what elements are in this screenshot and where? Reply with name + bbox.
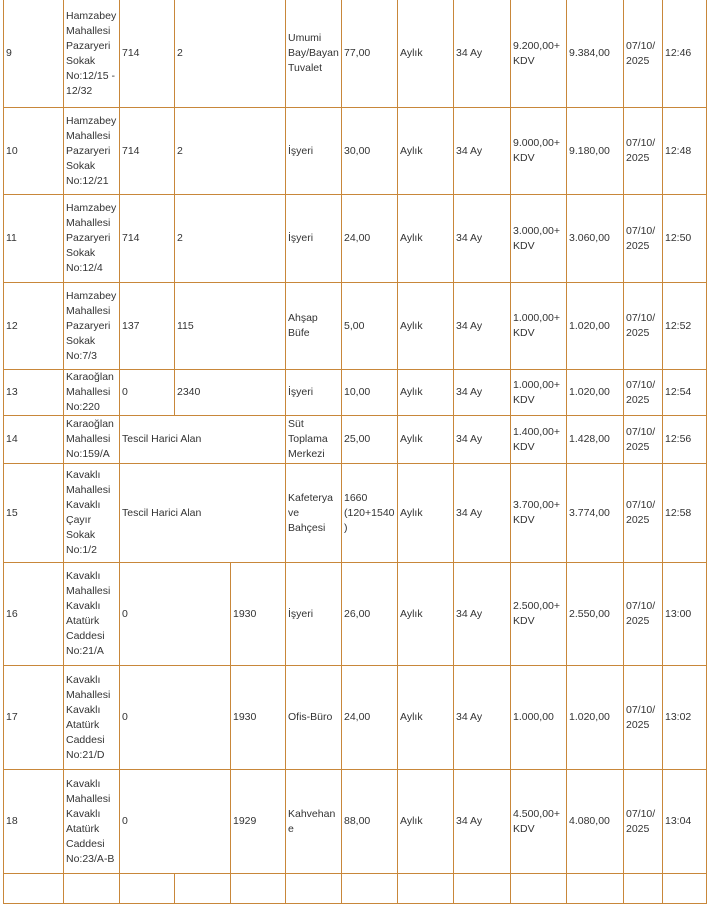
cell-no: 13 [4,370,64,416]
cell-area: 1660 (120+1540) [342,464,398,563]
cell-no: 15 [4,464,64,563]
cell-price: 2.500,00+ KDV [511,563,567,666]
cell-duration: 34 Ay [454,770,511,874]
cell-date: 07/10/2025 [624,108,663,195]
cell-time: 12:54 [663,370,707,416]
cell-guarantee: 3.060,00 [567,195,624,283]
cell-time: 12:48 [663,108,707,195]
cell-time: 12:50 [663,195,707,283]
cell-use: Kahvehane [286,770,342,874]
cell-period: Aylık [398,770,454,874]
cell-guarantee: 1.428,00 [567,416,624,464]
cell-price: 1.000,00+ KDV [511,283,567,370]
cell-duration: 34 Ay [454,108,511,195]
cell-use: Ahşap Büfe [286,283,342,370]
cell-date: 07/10/2025 [624,283,663,370]
cell-duration: 34 Ay [454,195,511,283]
cell-period: Aylık [398,283,454,370]
cell-time: 12:46 [663,0,707,108]
cell-address: Kavaklı Mahallesi Kavaklı Çayır Sokak No:1/2 [64,464,120,563]
cell-duration: 34 Ay [454,416,511,464]
table-row [4,0,707,108]
cell-parsel: 1930 [231,666,286,770]
cell-duration: 34 Ay [454,563,511,666]
cell-area: 26,00 [342,563,398,666]
cell-period: Aylık [398,464,454,563]
cell-guarantee: 1.020,00 [567,283,624,370]
cell-address: Kavaklı Mahallesi Kavaklı Atatürk Caddesi No:23/A-B [64,770,120,874]
cell-time: 12:58 [663,464,707,563]
cell-ada: 714 [120,108,175,195]
cell-price: 9.000,00+ KDV [511,108,567,195]
cell-period: Aylık [398,416,454,464]
cell-no: 14 [4,416,64,464]
cell-address: Hamzabey Mahallesi Pazaryeri Sokak No:12/21 [64,108,120,195]
cell-no: 12 [4,283,64,370]
cell-ada: 0 [120,666,231,770]
cell-area: 30,00 [342,108,398,195]
cell-date: 07/10/2025 [624,370,663,416]
cell-use: İşyeri [286,563,342,666]
cell-no: 16 [4,563,64,666]
cell-duration: 34 Ay [454,283,511,370]
cell-address: Karaoğlan Mahallesi No:159/A [64,416,120,464]
cell-guarantee: 9.384,00 [567,0,624,108]
cell-date: 07/10/2025 [624,195,663,283]
cell-time: 13:04 [663,770,707,874]
cell-use: Ofis-Büro [286,666,342,770]
cell-date: 07/10/2025 [624,0,663,108]
cell-address: Hamzabey Mahallesi Pazaryeri Sokak No:12/4 [64,195,120,283]
cell-date: 07/10/2025 [624,666,663,770]
cell-date: 07/10/2025 [624,563,663,666]
table-row [4,283,707,370]
table-row [4,195,707,283]
table-row [4,464,707,563]
cell-use: İşyeri [286,108,342,195]
cell-parsel: 115 [175,283,286,370]
cell-price: 1.000,00+ KDV [511,370,567,416]
table-row [4,666,707,770]
cell-ada: 0 [120,563,231,666]
cell-date: 07/10/2025 [624,416,663,464]
table-row [4,770,707,874]
cell-ada: 137 [120,283,175,370]
cell-price: 3.700,00+ KDV [511,464,567,563]
cell-time: 13:00 [663,563,707,666]
cell-period: Aylık [398,195,454,283]
tender-table [3,0,707,904]
cell-period: Aylık [398,108,454,195]
cell-duration: 34 Ay [454,370,511,416]
cell-parsel: 2 [175,195,286,283]
table-row [4,108,707,195]
cell-price: 1.400,00+ KDV [511,416,567,464]
cell-address: Hamzabey Mahallesi Pazaryeri Sokak No:12/15 - 12/32 [64,0,120,108]
cell-ada: 714 [120,0,175,108]
cell-parsel: 1930 [231,563,286,666]
cell-area: 25,00 [342,416,398,464]
cell-area: 10,00 [342,370,398,416]
cell-use: Süt Toplama Merkezi [286,416,342,464]
cell-price: 9.200,00+ KDV [511,0,567,108]
cell-area: 77,00 [342,0,398,108]
cell-address: Kavaklı Mahallesi Kavaklı Atatürk Caddesi No:21/D [64,666,120,770]
cell-guarantee: 2.550,00 [567,563,624,666]
cell-date: 07/10/2025 [624,464,663,563]
cell-duration: 34 Ay [454,464,511,563]
cell-duration: 34 Ay [454,666,511,770]
cell-parsel: 2 [175,0,286,108]
cell-use: Umumi Bay/Bayan Tuvalet [286,0,342,108]
cell-no: 9 [4,0,64,108]
cell-use: İşyeri [286,195,342,283]
cell-parsel: 2 [175,108,286,195]
cell-ada-parsel: Tescil Harici Alan [120,416,286,464]
cell-area: 24,00 [342,195,398,283]
cell-ada: 0 [120,770,231,874]
cell-no: 17 [4,666,64,770]
cell-parsel: 1929 [231,770,286,874]
table-row [4,563,707,666]
cell-time: 13:02 [663,666,707,770]
cell-period: Aylık [398,563,454,666]
cell-period: Aylık [398,370,454,416]
cell-ada: 0 [120,370,175,416]
cell-no: 10 [4,108,64,195]
cell-duration: 34 Ay [454,0,511,108]
cell-no: 18 [4,770,64,874]
cell-guarantee: 1.020,00 [567,370,624,416]
cell-price: 3.000,00+ KDV [511,195,567,283]
cell-area: 24,00 [342,666,398,770]
cell-area: 88,00 [342,770,398,874]
cell-guarantee: 1.020,00 [567,666,624,770]
table-row [4,370,707,416]
cell-use: İşyeri [286,370,342,416]
cell-guarantee: 9.180,00 [567,108,624,195]
cell-ada-parsel: Tescil Harici Alan [120,464,286,563]
cell-period: Aylık [398,666,454,770]
cell-parsel: 2340 [175,370,286,416]
cell-price: 4.500,00+ KDV [511,770,567,874]
cell-time: 12:52 [663,283,707,370]
table-row [4,416,707,464]
cell-area: 5,00 [342,283,398,370]
cell-price: 1.000,00 [511,666,567,770]
cell-address: Hamzabey Mahallesi Pazaryeri Sokak No:7/3 [64,283,120,370]
cell-use: Kafeterya ve Bahçesi [286,464,342,563]
cell-guarantee: 3.774,00 [567,464,624,563]
cell-period: Aylık [398,0,454,108]
cell-no: 11 [4,195,64,283]
cell-address: Kavaklı Mahallesi Kavaklı Atatürk Caddesi No:21/A [64,563,120,666]
table-row-partial [4,874,707,904]
cell-ada: 714 [120,195,175,283]
cell-guarantee: 4.080,00 [567,770,624,874]
cell-date: 07/10/2025 [624,770,663,874]
cell-address: Karaoğlan Mahallesi No:220 [64,370,120,416]
cell-time: 12:56 [663,416,707,464]
